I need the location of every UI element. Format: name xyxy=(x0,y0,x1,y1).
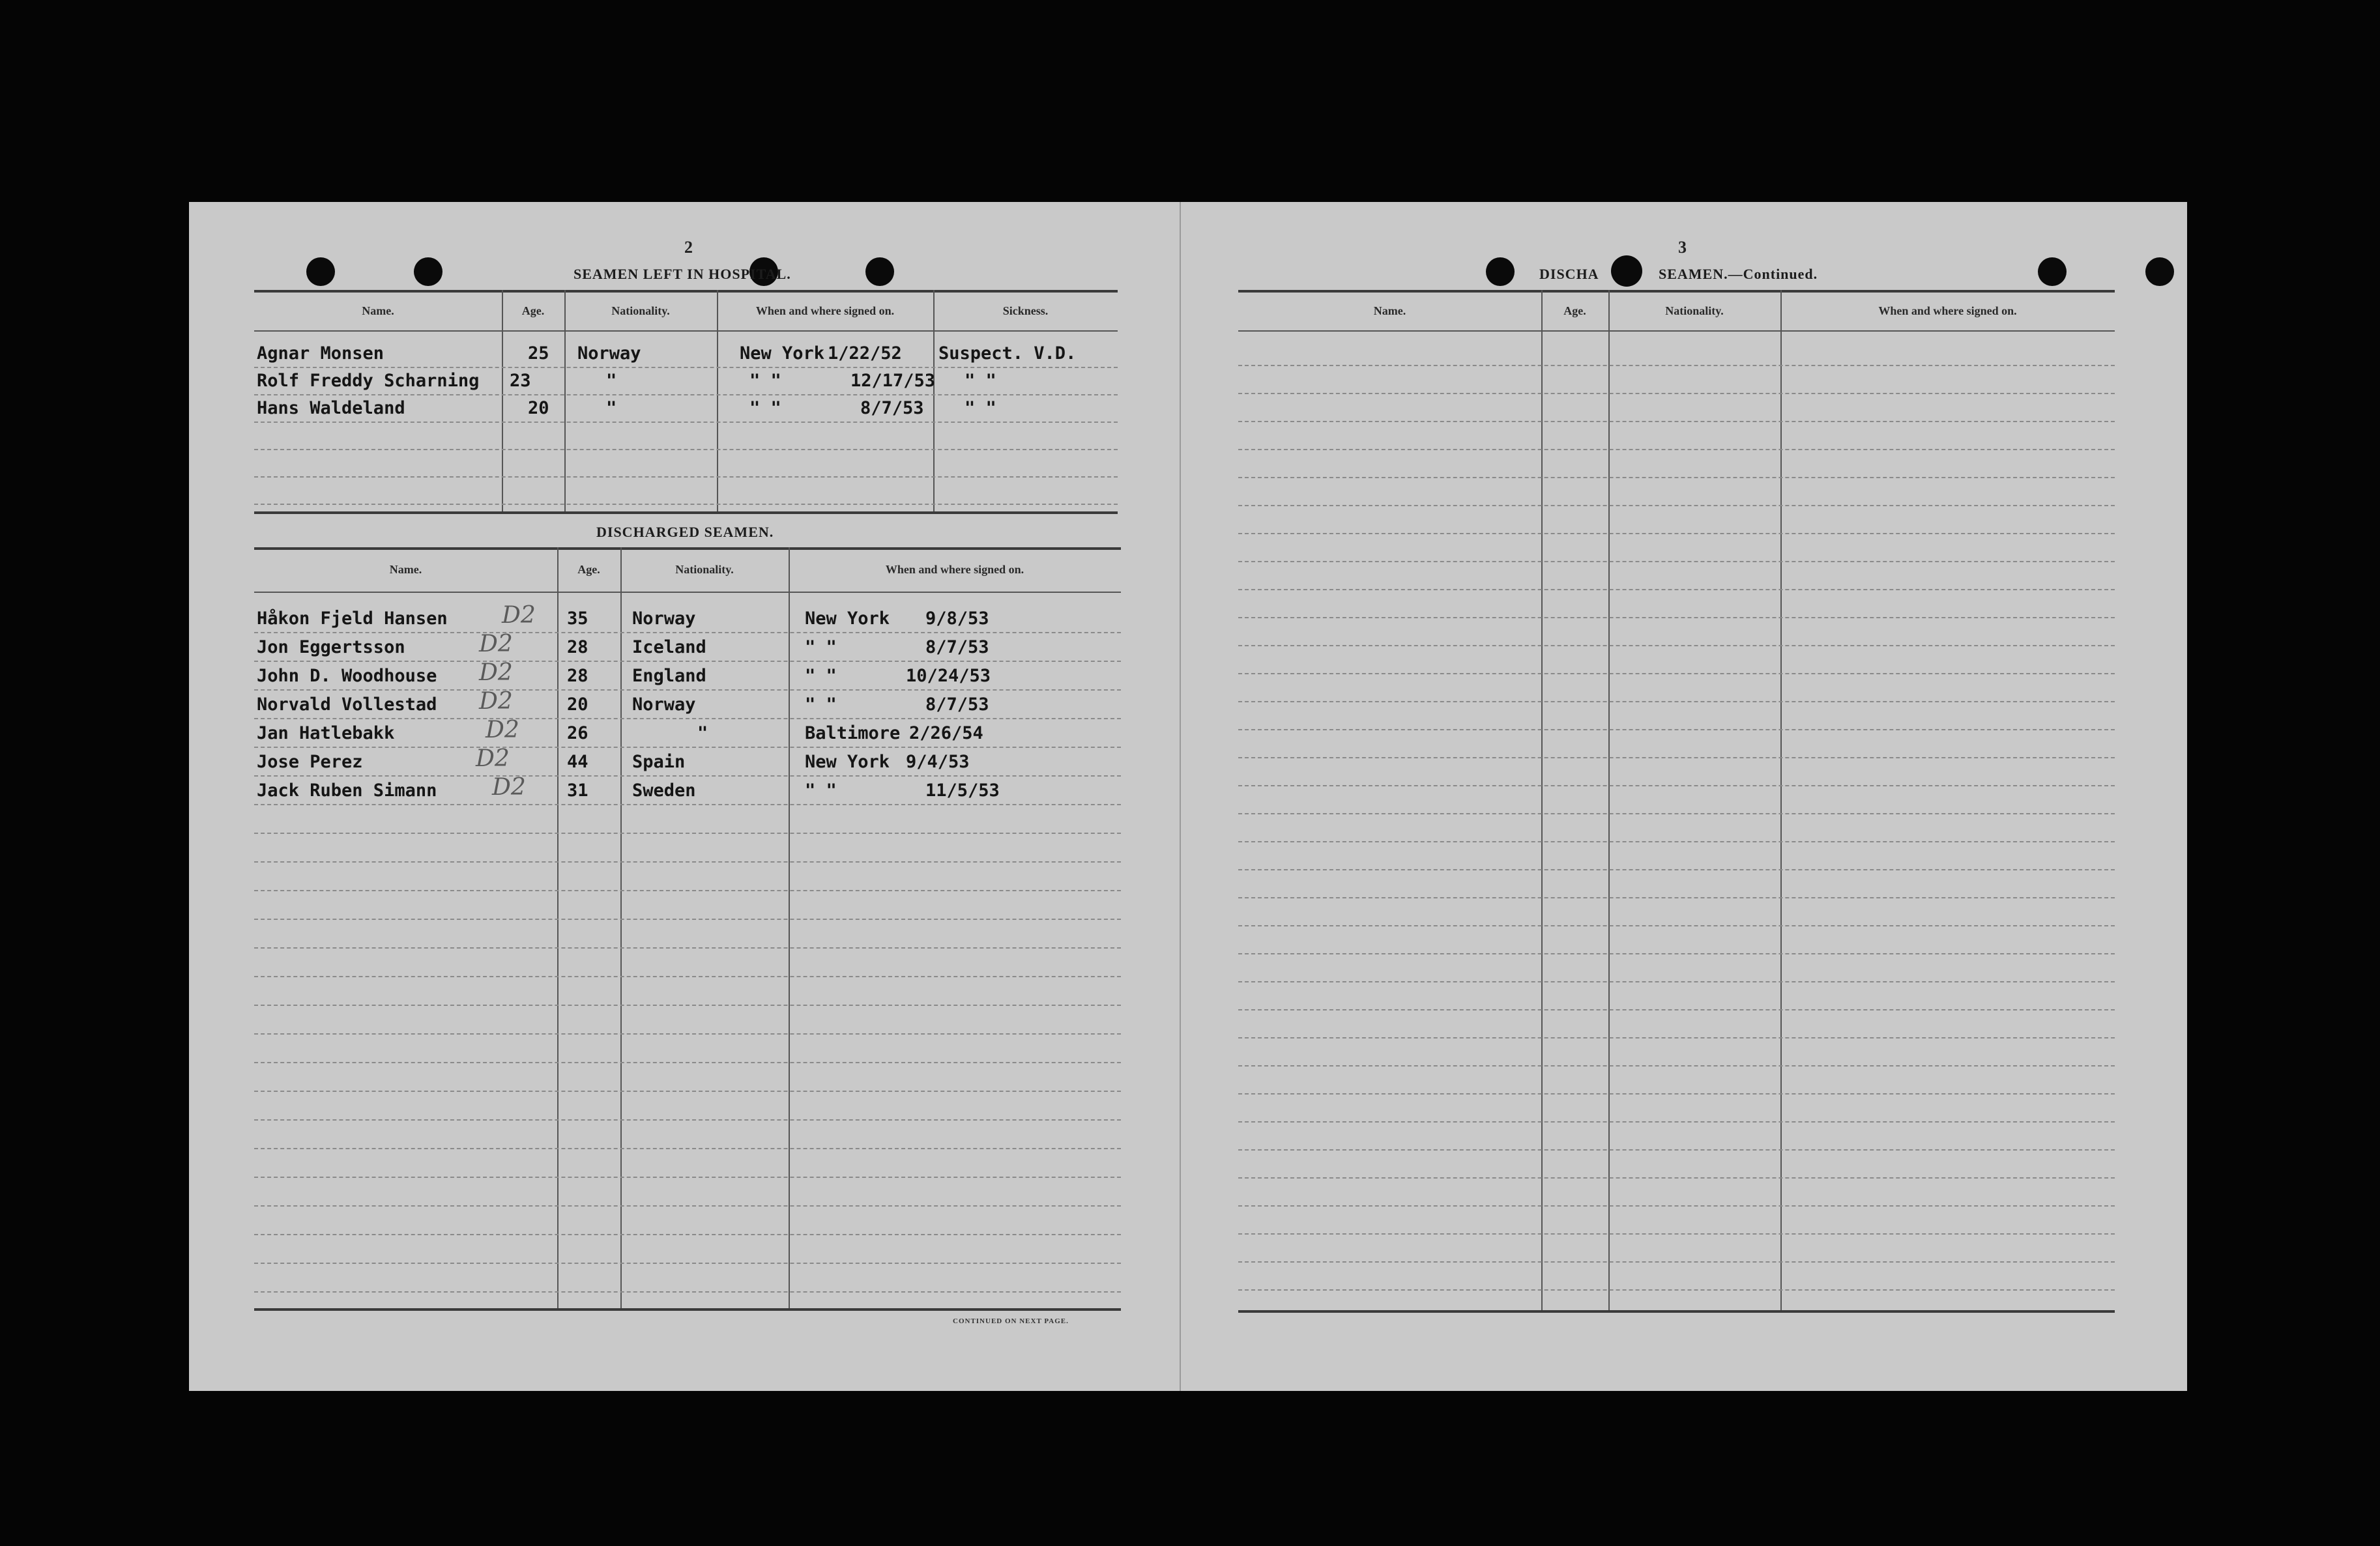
handwritten-mark: D2 xyxy=(479,688,513,715)
handwritten-mark: D2 xyxy=(486,717,519,743)
hospital-sickness: Suspect. V.D. xyxy=(938,343,1077,364)
handwritten-mark: D2 xyxy=(502,602,536,629)
discharged-signed-place: New York xyxy=(805,752,890,772)
hospital-table xyxy=(254,290,1118,515)
discharged-name: John D. Woodhouse xyxy=(257,666,437,686)
handwritten-mark: D2 xyxy=(479,659,513,686)
discharged-name: Jon Eggertsson xyxy=(257,637,405,657)
discharged-signed-place: " " xyxy=(805,694,837,715)
hospital-age: 23 xyxy=(510,371,531,391)
column-header: Name. xyxy=(1373,304,1406,317)
discharged-signed-date: 8/7/53 xyxy=(925,637,989,657)
column-header: Name. xyxy=(362,304,394,317)
column-header: Sickness. xyxy=(1002,304,1049,317)
discharged-signed-place: " " xyxy=(805,780,837,801)
discharged-continued-table xyxy=(1238,290,2115,1313)
hospital-age: 25 xyxy=(528,343,549,364)
discharged-heading: DISCHARGED SEAMEN. xyxy=(596,524,774,540)
hospital-nationality: " xyxy=(606,371,617,391)
handwritten-mark: D2 xyxy=(492,774,526,801)
punch-hole xyxy=(306,257,335,286)
column-header: When and where signed on. xyxy=(755,304,895,317)
discharged-nationality: " xyxy=(697,723,708,743)
punch-hole xyxy=(865,257,894,286)
discharged-signed-place: " " xyxy=(805,637,837,657)
hospital-nationality: Norway xyxy=(577,343,641,364)
discharged-signed-date: 10/24/53 xyxy=(906,666,991,686)
left-page xyxy=(189,202,1180,1391)
column-header: When and where signed on. xyxy=(885,563,1024,576)
discharged-nationality: Iceland xyxy=(632,637,706,657)
discharged-age: 20 xyxy=(567,694,588,715)
column-header: Nationality. xyxy=(1665,304,1724,317)
column-header: Nationality. xyxy=(675,563,734,576)
document-sheet xyxy=(189,202,2187,1391)
discharged-age: 28 xyxy=(567,637,588,657)
column-header: Age. xyxy=(521,304,545,317)
hospital-name: Hans Waldeland xyxy=(257,398,405,418)
discharged-name: Håkon Fjeld Hansen xyxy=(257,608,448,629)
discharged-signed-date: 8/7/53 xyxy=(925,694,989,715)
discharged-nationality: Norway xyxy=(632,694,696,715)
column-header: When and where signed on. xyxy=(1878,304,2017,317)
discharged-nationality: Spain xyxy=(632,752,686,772)
hospital-name: Agnar Monsen xyxy=(257,343,385,364)
column-header: Name. xyxy=(389,563,422,576)
discharged-table xyxy=(254,547,1121,1316)
discharged-age: 35 xyxy=(567,608,588,629)
discharged-signed-date: 11/5/53 xyxy=(925,780,1000,801)
discharged-name: Norvald Vollestad xyxy=(257,694,437,715)
hospital-name: Rolf Freddy Scharning xyxy=(257,371,480,391)
discharged-age: 26 xyxy=(567,723,588,743)
hospital-signed-date: 12/17/53 xyxy=(850,371,936,391)
hospital-signed-date: 1/22/52 xyxy=(828,343,902,364)
punch-hole xyxy=(414,257,443,286)
discharged-age: 44 xyxy=(567,752,588,772)
hospital-nationality: " xyxy=(606,398,617,418)
column-header: Age. xyxy=(1563,304,1586,317)
hospital-sickness: " " xyxy=(965,398,996,418)
right-page xyxy=(1181,202,2187,1391)
punch-hole xyxy=(1611,255,1642,287)
right-heading-part2: SEAMEN.—Continued. xyxy=(1659,266,1818,282)
hospital-signed-place: " " xyxy=(749,398,781,418)
discharged-signed-place: Baltimore xyxy=(805,723,901,743)
discharged-age: 28 xyxy=(567,666,588,686)
punch-hole xyxy=(1486,257,1515,286)
page-number: 2 xyxy=(684,238,693,257)
hospital-age: 20 xyxy=(528,398,549,418)
hospital-heading: SEAMEN LEFT IN HOSPITAL. xyxy=(573,266,791,282)
discharged-nationality: Sweden xyxy=(632,780,696,801)
punch-hole xyxy=(2038,257,2067,286)
discharged-name: Jack Ruben Simann xyxy=(257,780,437,801)
hospital-signed-place: " " xyxy=(749,371,781,391)
discharged-name: Jose Perez xyxy=(257,752,363,772)
discharged-nationality: England xyxy=(632,666,706,686)
column-header: Age. xyxy=(577,563,600,576)
page-number: 3 xyxy=(1678,238,1687,257)
handwritten-mark: D2 xyxy=(476,745,510,772)
discharged-signed-place: New York xyxy=(805,608,890,629)
discharged-nationality: Norway xyxy=(632,608,696,629)
discharged-signed-date: 2/26/54 xyxy=(909,723,983,743)
column-header: Nationality. xyxy=(611,304,670,317)
hospital-signed-date: 8/7/53 xyxy=(860,398,924,418)
discharged-signed-date: 9/4/53 xyxy=(906,752,970,772)
discharged-signed-place: " " xyxy=(805,666,837,686)
discharged-signed-date: 9/8/53 xyxy=(925,608,989,629)
hospital-signed-place: New York xyxy=(740,343,825,364)
punch-hole xyxy=(2145,257,2174,286)
right-heading-part1: DISCHA xyxy=(1539,266,1599,282)
hospital-sickness: " " xyxy=(965,371,996,391)
discharged-name: Jan Hatlebakk xyxy=(257,723,395,743)
discharged-age: 31 xyxy=(567,780,588,801)
handwritten-mark: D2 xyxy=(479,631,513,657)
continued-note: CONTINUED ON NEXT PAGE. xyxy=(953,1317,1069,1325)
